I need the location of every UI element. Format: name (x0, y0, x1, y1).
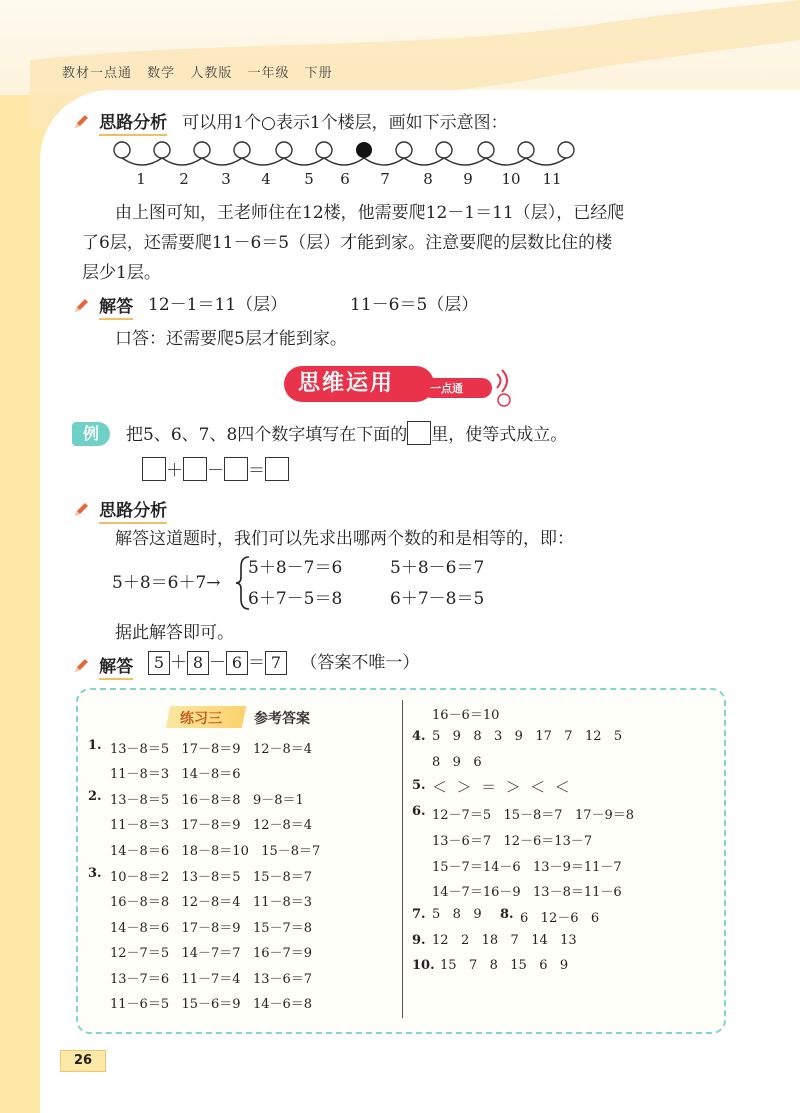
op-plus: ＋ (166, 461, 183, 481)
floor-num: 10 (501, 170, 521, 188)
answer-eq-1: 12－1＝11（层） (148, 295, 288, 315)
eq-b1: 6＋7－5＝8 (248, 589, 343, 609)
left-equation: 5＋8＝6＋7→ (112, 573, 221, 593)
blank-box (142, 457, 166, 481)
answer-line: 11－6＝5 15－6＝9 14－6＝8 (110, 997, 313, 1012)
answer-box: 7 (265, 651, 287, 675)
answer-line: ＜ ＞ ＝ ＞ ＜ ＜ (432, 778, 570, 796)
answer-line: 12－7＝5 15－8＝7 17－9＝8 (432, 808, 635, 823)
pencil-icon (72, 297, 90, 315)
banner-tag: 一点通 (430, 382, 463, 395)
eq-a1: 5＋8－7＝6 (248, 558, 343, 578)
item-number: 6. (412, 804, 426, 819)
blank-box (407, 421, 431, 445)
pencil-icon (72, 657, 90, 675)
pencil-icon (72, 113, 90, 131)
floor-num: 8 (423, 170, 433, 188)
explain-line-3: 层少1层。 (82, 263, 161, 283)
answer-line: 13－8＝5 17－8＝9 12－8＝4 (110, 742, 313, 757)
answer-box: 6 (226, 651, 248, 675)
analysis-row-1 (72, 108, 508, 138)
answer-line: 10－8＝2 13－8＝5 15－8＝7 (110, 870, 313, 885)
item-number: 3. (88, 866, 102, 881)
header-volume: 下册 (304, 66, 333, 81)
item-number: 7. (412, 907, 426, 922)
blank-box (183, 457, 207, 481)
answer-line: 16－8＝8 12－8＝4 11－8＝3 (110, 895, 313, 910)
blank-box (265, 457, 289, 481)
answer-label: 解答 (99, 297, 133, 320)
answer-row-1 (72, 292, 133, 317)
op-equals: ＝ (248, 653, 265, 673)
eq-b2: 6＋7－8＝5 (390, 589, 485, 609)
answer-eq-2: 11－6＝5（层） (350, 295, 479, 315)
item-number: 10. (412, 958, 435, 973)
answer-label: 解答 (99, 657, 133, 680)
item-number: 2. (88, 789, 102, 804)
answer-line: 8 9 6 (432, 755, 482, 770)
page-number: 26 (60, 1050, 106, 1072)
explain-line-1: 由上图可知，王老师住在12楼，他需要爬12－1＝11（层），已经爬 (115, 203, 625, 223)
example-question (126, 420, 567, 450)
answer-line: 12 2 18 7 14 13 (432, 933, 577, 948)
floor-num: 2 (179, 170, 189, 188)
floor-num: 6 (340, 170, 350, 188)
conclusion: 据此解答即可。 (115, 623, 234, 643)
item-number: 1. (88, 738, 102, 753)
answer-line: 12－7＝5 14－7＝7 16－7＝9 (110, 946, 313, 961)
answer-line: 15－7＝14－6 13－9＝11－7 (432, 860, 622, 875)
item-number: 4. (412, 729, 426, 744)
item-number: 8. (500, 907, 514, 922)
op-equals: ＝ (248, 461, 265, 481)
banner-title: 思维运用 (298, 371, 395, 396)
floor-num: 1 (136, 170, 146, 188)
panel-divider (402, 700, 403, 1018)
header-subject: 数学 (147, 66, 176, 81)
running-header (62, 62, 343, 81)
answer-equation (148, 648, 419, 678)
floor-num: 3 (221, 170, 231, 188)
header-book: 教材一点通 (62, 66, 133, 81)
answer-line: 13－6＝7 12－6＝13－7 (432, 834, 593, 849)
answer-box: 5 (148, 651, 170, 675)
answer-line: 16－6＝10 (432, 708, 500, 723)
question-part-b: 里，使等式成立。 (431, 425, 568, 445)
answer-line: 14－8＝6 17－8＝9 15－7＝8 (110, 921, 313, 936)
answer-box: 8 (187, 651, 209, 675)
blank-equation (142, 456, 289, 486)
answer-line: 13－7＝6 11－7＝4 13－6＝7 (110, 972, 313, 987)
question-part-a: 把5、6、7、8四个数字填写在下面的 (126, 425, 408, 445)
analysis-label: 思路分析 (99, 113, 167, 136)
header-grade: 一年级 (247, 66, 290, 81)
analysis-row-2 (72, 496, 167, 521)
blank-box (224, 457, 248, 481)
answer-line: 11－8＝3 17－8＝9 12－8＝4 (110, 818, 313, 833)
header-edition: 人教版 (190, 66, 233, 81)
answer-line: 5 8 9 (432, 907, 482, 922)
answer-line: 5 9 8 3 9 17 7 12 5 (432, 729, 623, 744)
item-number: 5. (412, 778, 426, 793)
eq-a2: 5＋8－6＝7 (390, 558, 485, 578)
op-plus: ＋ (170, 653, 187, 673)
pencil-icon (72, 501, 90, 519)
op-minus: － (209, 653, 226, 673)
answer-line: 6 12－6 6 (520, 911, 600, 926)
answer-row-2 (72, 652, 133, 677)
answer-line: 11－8＝3 14－8＝6 (110, 767, 241, 782)
floor-num: 4 (261, 170, 271, 188)
oral-answer: 口答：还需要爬5层才能到家。 (115, 329, 347, 349)
floor-num: 9 (463, 170, 473, 188)
practice-title: 练习三 (180, 711, 222, 727)
floor-num: 7 (380, 170, 390, 188)
floor-num: 11 (542, 170, 562, 188)
floor-num: 5 (304, 170, 314, 188)
analysis-text: 解答这道题时，我们可以先求出哪两个数的和是相等的，即： (115, 529, 574, 549)
analysis-text: 可以用1个○表示1个楼层，画如下示意图： (182, 113, 508, 133)
op-minus: － (207, 461, 224, 481)
example-badge: 例 (72, 422, 110, 446)
explain-line-2: 了6层，还需要爬11－6＝5（层）才能到家。注意要爬的层数比住的楼 (82, 233, 613, 253)
practice-subtitle: 参考答案 (254, 711, 310, 727)
answer-note: （答案不唯一） (300, 653, 420, 673)
analysis-label: 思路分析 (99, 501, 167, 524)
answer-line: 14－7＝16－9 13－8＝11－6 (432, 885, 622, 900)
answer-line: 14－8＝6 18－8＝10 15－8＝7 (110, 844, 321, 859)
item-number: 9. (412, 933, 426, 948)
answer-line: 13－8＝5 16－8＝8 9－8＝1 (110, 793, 304, 808)
answer-line: 15 7 8 15 6 9 (440, 958, 569, 973)
